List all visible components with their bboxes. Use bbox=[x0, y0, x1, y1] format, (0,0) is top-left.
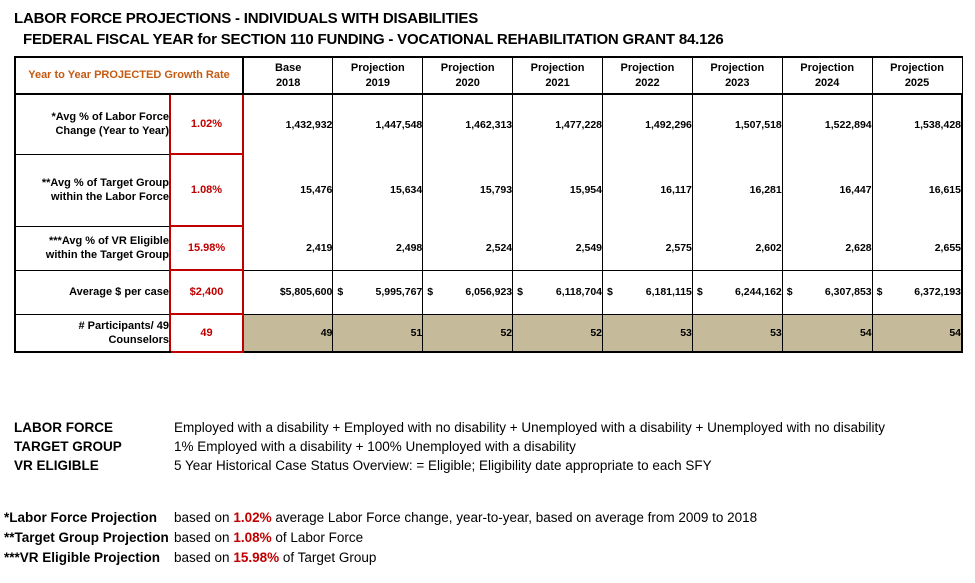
footnote-prefix: based on bbox=[174, 550, 234, 565]
column-header-label: Projection bbox=[620, 61, 675, 74]
column-header-projection-2024 bbox=[782, 57, 872, 94]
currency-symbol: $ bbox=[696, 286, 703, 298]
footnote-row bbox=[4, 548, 964, 568]
row-label-target-group bbox=[15, 154, 170, 226]
cell-value: 15,634 bbox=[333, 154, 423, 226]
column-header-projection-2019 bbox=[333, 57, 423, 94]
cell-value bbox=[333, 270, 423, 314]
cell-value bbox=[603, 270, 693, 314]
table-row bbox=[15, 154, 962, 226]
footnote-description bbox=[174, 528, 363, 548]
row-label-labor-force-change bbox=[15, 94, 170, 154]
footnote-highlight: 1.02% bbox=[233, 510, 272, 525]
footnote-suffix: of Labor Force bbox=[271, 530, 364, 545]
currency-symbol: $ bbox=[786, 286, 793, 298]
footnote-suffix: average Labor Force change, year-to-year, based on average from 2009 to 2018 bbox=[271, 510, 758, 525]
cell-value bbox=[692, 270, 782, 314]
definition-description: Employed with a disability + Employed with no disability + Unemployed with a disability + Unemployed with no disability bbox=[174, 420, 885, 435]
row-label-vr-eligible bbox=[15, 226, 170, 270]
cell-amount: 6,244,162 bbox=[735, 286, 782, 298]
footnotes-block bbox=[4, 508, 964, 568]
cell-value: 51 bbox=[333, 314, 423, 352]
column-header-base-2018 bbox=[243, 57, 333, 94]
row-label-line2: within the Target Group bbox=[45, 249, 169, 261]
cell-value: 1,462,313 bbox=[423, 94, 513, 154]
footnote-highlight: 1.08% bbox=[233, 530, 272, 545]
table-row bbox=[15, 314, 962, 352]
column-header-year: 2024 bbox=[814, 76, 840, 89]
column-header-projection-2025 bbox=[872, 57, 962, 94]
column-header-year: 2018 bbox=[275, 76, 301, 89]
cell-amount: 6,307,853 bbox=[824, 286, 872, 298]
cell-value: 53 bbox=[603, 314, 693, 352]
column-header-label: Projection bbox=[440, 61, 495, 74]
cell-value: 2,655 bbox=[872, 226, 962, 270]
cell-value: 1,447,548 bbox=[333, 94, 423, 154]
cell-value: 15,476 bbox=[243, 154, 333, 226]
cell-value: 1,492,296 bbox=[603, 94, 693, 154]
definition-term: VR ELIGIBLE bbox=[14, 458, 99, 473]
cell-value: 16,281 bbox=[692, 154, 782, 226]
cell-value: 16,447 bbox=[782, 154, 872, 226]
table-row bbox=[15, 226, 962, 270]
currency-symbol: $ bbox=[427, 286, 434, 298]
column-header-projection-2022 bbox=[603, 57, 693, 94]
row-label-average-dollar-per-case bbox=[15, 270, 170, 314]
column-header-year: 2023 bbox=[725, 76, 750, 89]
cell-value: 1,432,932 bbox=[243, 94, 333, 154]
column-header-year: 2020 bbox=[455, 76, 480, 89]
cell-value bbox=[782, 270, 872, 314]
cell-value: 52 bbox=[423, 314, 513, 352]
definition-term: TARGET GROUP bbox=[14, 439, 122, 454]
cell-amount: 6,372,193 bbox=[914, 286, 961, 298]
column-header-projection-2021 bbox=[513, 57, 603, 94]
row-label-line1: *Avg % of Labor Force bbox=[51, 111, 169, 124]
document-title-block bbox=[14, 8, 964, 50]
cell-value: 2,419 bbox=[243, 226, 333, 270]
cell-amount: 6,181,115 bbox=[645, 286, 692, 298]
column-header-label: Projection bbox=[350, 61, 405, 74]
cell-value: 2,498 bbox=[333, 226, 423, 270]
cell-value: 54 bbox=[872, 314, 962, 352]
definition-term: LABOR FORCE bbox=[14, 420, 113, 435]
column-header-label: Projection bbox=[530, 61, 585, 74]
cell-value: 52 bbox=[513, 314, 603, 352]
projection-table bbox=[14, 56, 963, 353]
cell-value: 15,793 bbox=[423, 154, 513, 226]
growth-rate-header-line1: Year to Year PROJECTED bbox=[28, 69, 162, 81]
growth-rate-header bbox=[15, 57, 243, 94]
cell-value: 1,477,228 bbox=[513, 94, 603, 154]
definition-description: 5 Year Historical Case Status Overview: = Eligible; Eligibility date appropriate to each SFY bbox=[174, 458, 712, 473]
table-row bbox=[15, 94, 962, 154]
cell-amount: 5,995,767 bbox=[375, 286, 423, 298]
currency-symbol: $ bbox=[607, 286, 613, 298]
cell-value bbox=[872, 270, 962, 314]
column-header-projection-2023 bbox=[692, 57, 782, 94]
footnote-suffix: of Target Group bbox=[279, 550, 377, 565]
definition-row bbox=[14, 437, 964, 456]
column-header-label: Base bbox=[275, 61, 302, 74]
cell-amount: $5,805,600 bbox=[279, 286, 333, 298]
row-label-line2: Change (Year to Year) bbox=[55, 125, 169, 138]
definition-row bbox=[14, 418, 964, 437]
footnote-prefix: based on bbox=[174, 530, 234, 545]
column-header-year: 2021 bbox=[545, 76, 570, 89]
cell-value: 15,954 bbox=[513, 154, 603, 226]
footnote-row bbox=[4, 528, 964, 548]
footnote-description bbox=[174, 508, 757, 528]
cell-value: 16,615 bbox=[872, 154, 962, 226]
footnote-term: **Target Group Projection bbox=[4, 530, 169, 545]
cell-value: 1,538,428 bbox=[872, 94, 962, 154]
column-header-year: 2022 bbox=[635, 76, 660, 89]
currency-symbol: $ bbox=[876, 286, 883, 298]
cell-value: 54 bbox=[782, 314, 872, 352]
footnote-highlight: 15.98% bbox=[233, 550, 280, 565]
row-label-line1: **Avg % of Target Group bbox=[41, 177, 169, 189]
column-header-label: Projection bbox=[800, 61, 855, 74]
page-subtitle: FEDERAL FISCAL YEAR for SECTION 110 FUNDING - VOCATIONAL REHABILITATION GRANT 84.126 bbox=[23, 31, 724, 48]
row-label-line1: # Participants/ 49 Counselors bbox=[78, 319, 169, 346]
footnote-description bbox=[174, 548, 376, 568]
column-header-projection-2020 bbox=[423, 57, 513, 94]
cell-value bbox=[513, 270, 603, 314]
growth-rate-value: 1.08% bbox=[170, 154, 243, 226]
footnote-term: *Labor Force Projection bbox=[4, 510, 158, 525]
row-label-line1: Average $ per case bbox=[69, 286, 169, 298]
cell-amount: 6,056,923 bbox=[465, 286, 513, 298]
definition-row bbox=[14, 456, 964, 475]
growth-rate-value: 49 bbox=[170, 314, 243, 352]
growth-rate-value: 1.02% bbox=[170, 94, 243, 154]
currency-symbol: $ bbox=[337, 286, 344, 298]
cell-value bbox=[243, 270, 333, 314]
projection-table-wrapper bbox=[14, 56, 961, 353]
cell-amount: 6,118,704 bbox=[555, 286, 602, 298]
definition-description: 1% Employed with a disability + 100% Unemployed with a disability bbox=[174, 439, 576, 454]
cell-value: 2,628 bbox=[782, 226, 872, 270]
page-title: LABOR FORCE PROJECTIONS - INDIVIDUALS WITH DISABILITIES bbox=[14, 10, 479, 27]
cell-value: 2,549 bbox=[513, 226, 603, 270]
cell-value: 1,507,518 bbox=[692, 94, 782, 154]
column-header-label: Projection bbox=[890, 61, 944, 74]
cell-value: 53 bbox=[692, 314, 782, 352]
currency-symbol: $ bbox=[517, 286, 523, 298]
row-label-line1: ***Avg % of VR Eligible bbox=[48, 235, 169, 247]
cell-value: 49 bbox=[243, 314, 333, 352]
column-header-label: Projection bbox=[710, 61, 765, 74]
cell-value: 2,575 bbox=[603, 226, 693, 270]
table-row bbox=[15, 270, 962, 314]
footnote-prefix: based on bbox=[174, 510, 234, 525]
cell-value: 2,602 bbox=[692, 226, 782, 270]
cell-value: 2,524 bbox=[423, 226, 513, 270]
row-label-line2: within the Labor Force bbox=[51, 191, 169, 203]
growth-rate-value: 15.98% bbox=[170, 226, 243, 270]
row-label-participants-counselors bbox=[15, 314, 170, 352]
growth-rate-header-line2: Growth Rate bbox=[164, 69, 230, 81]
definitions-block bbox=[14, 418, 964, 475]
cell-value: 16,117 bbox=[603, 154, 693, 226]
footnote-row bbox=[4, 508, 964, 528]
cell-value: 1,522,894 bbox=[782, 94, 872, 154]
growth-rate-value: $2,400 bbox=[170, 270, 243, 314]
footnote-term: ***VR Eligible Projection bbox=[4, 550, 161, 565]
cell-value bbox=[423, 270, 513, 314]
column-header-year: 2019 bbox=[365, 76, 391, 89]
column-header-year: 2025 bbox=[904, 76, 930, 89]
table-header-row bbox=[15, 57, 962, 94]
